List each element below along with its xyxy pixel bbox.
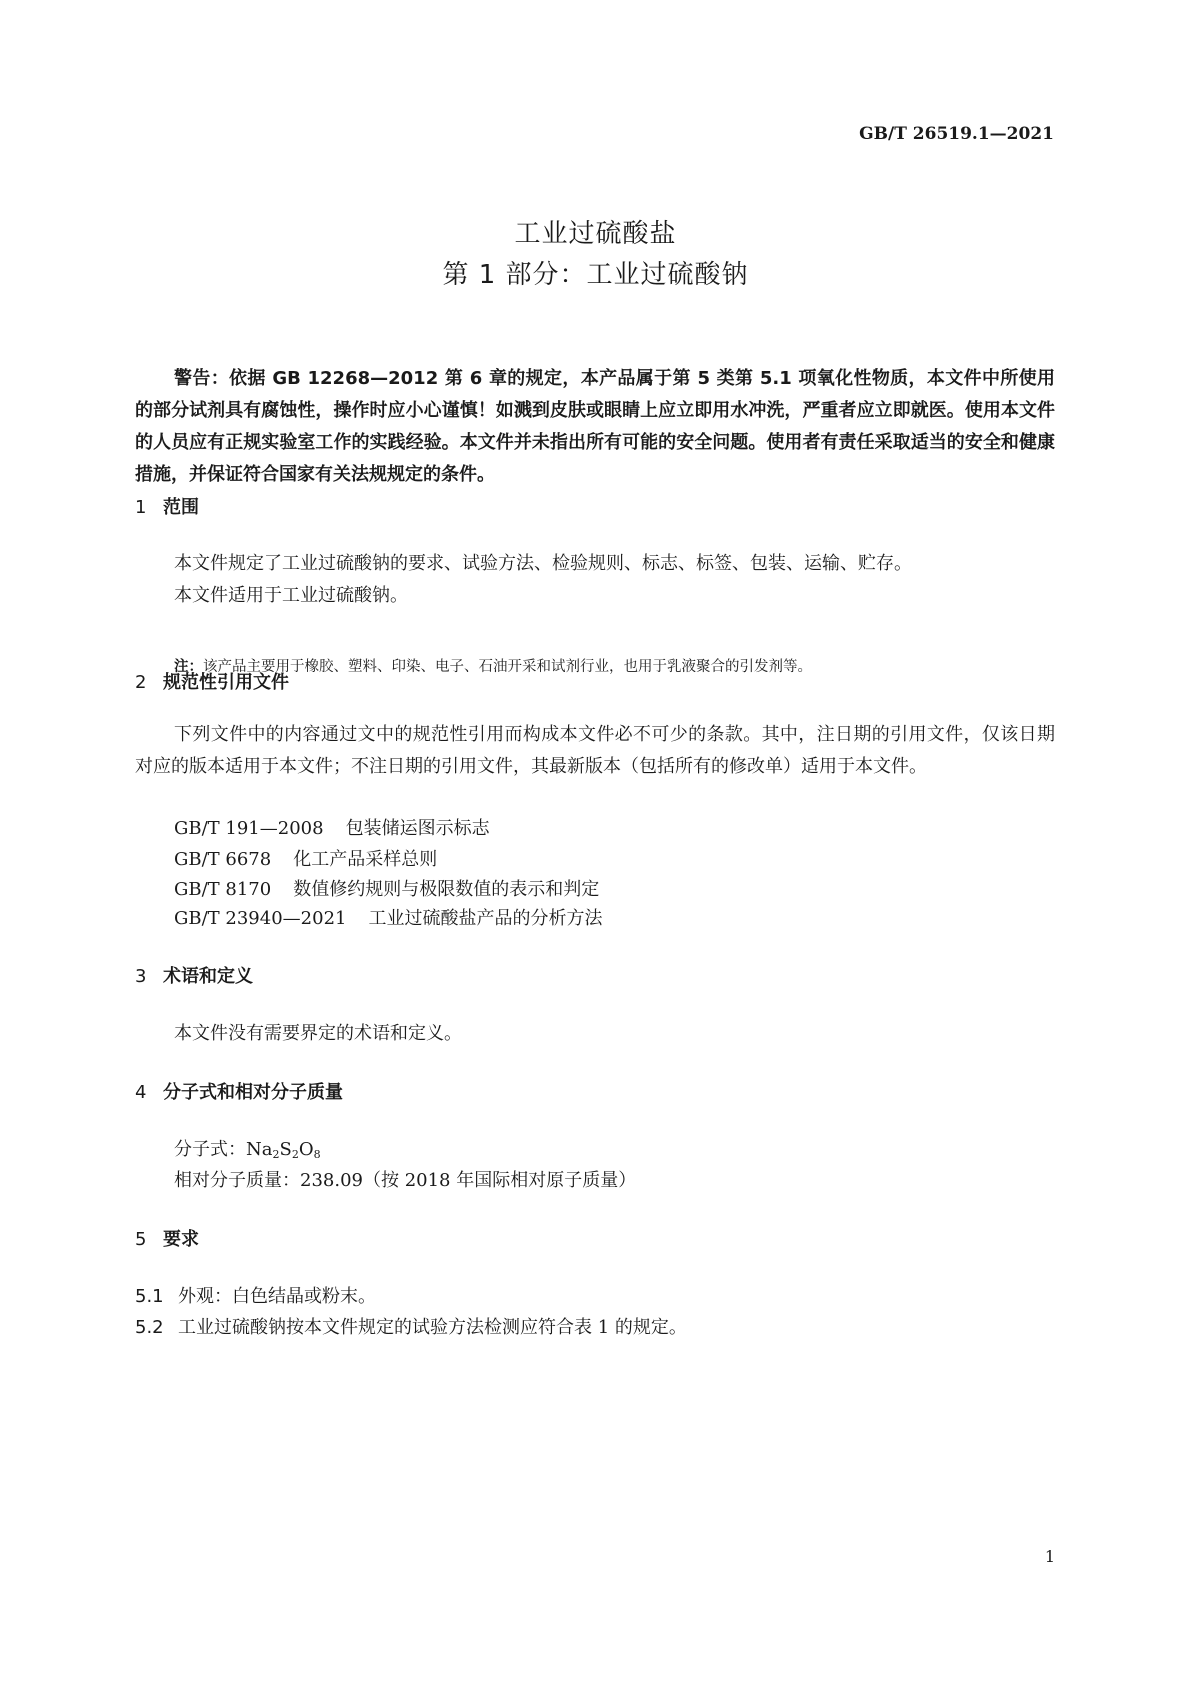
document-title: 工业过硫酸盐 — [514, 219, 677, 249]
clause-number: 5.2 — [135, 1317, 164, 1338]
section-2-heading — [135, 668, 289, 694]
section-title: 分子式和相对分子质量 — [163, 1082, 343, 1103]
clause-number: 5.1 — [135, 1286, 164, 1307]
formula-element: S — [279, 1139, 292, 1160]
section-title: 要求 — [163, 1229, 199, 1250]
clause-text: 工业过硫酸钠按本文件规定的试验方法检测应符合表 1 的规定。 — [178, 1317, 687, 1338]
reference-title: 数值修约规则与极限数值的表示和判定 — [293, 879, 600, 900]
section-number: 4 — [135, 1082, 147, 1103]
formula-element: O — [298, 1139, 314, 1160]
formula-subscript: 8 — [313, 1148, 321, 1161]
formula-element: Na — [246, 1139, 273, 1160]
section-1-heading — [135, 493, 199, 519]
clause-5-2 — [135, 1313, 687, 1339]
clause-5-1 — [135, 1282, 376, 1308]
section-3-heading — [135, 962, 253, 988]
reference-code: GB/T 23940—2021 — [174, 908, 347, 929]
reference-title: 包装储运图示标志 — [345, 818, 490, 839]
section-title: 规范性引用文件 — [163, 672, 289, 693]
warning-paragraph — [135, 363, 1055, 491]
formula-subscript: 2 — [291, 1148, 299, 1161]
page-number: 1 — [1044, 1547, 1055, 1566]
terms-paragraph: 本文件没有需要界定的术语和定义。 — [174, 1023, 462, 1044]
warning-text: 警告：依据 GB 12268—2012 第 6 章的规定，本产品属于第 5 类第 5.1 项氧化性物质，本文件中所使用的部分试剂具有腐蚀性，操作时应小心谨慎！如溅到皮肤或眼睛上应立即用水冲洗，严重者应立即就医。使用本文件的人员应有正规实验室工作的实践经验。本文件并未指出所有可能的安全问题。使用者有责任采取适当的安全和健康措施，并保证符合国家有关法规规定的条件。 — [135, 368, 1055, 485]
reference-title: 工业过硫酸盐产品的分析方法 — [368, 908, 603, 929]
formula-label: 分子式： — [174, 1139, 246, 1160]
reference-item — [174, 875, 599, 901]
reference-item — [174, 904, 602, 930]
note-label: 注： — [174, 659, 203, 675]
section-number: 5 — [135, 1229, 147, 1250]
reference-title: 化工产品采样总则 — [293, 849, 438, 870]
references-intro — [135, 719, 1055, 783]
reference-item — [174, 845, 437, 871]
scope-paragraph-2: 本文件适用于工业过硫酸钠。 — [174, 585, 408, 606]
references-intro-text: 下列文件中的内容通过文中的规范性引用而构成本文件必不可少的条款。其中，注日期的引用文件，仅该日期对应的版本适用于本文件；不注日期的引用文件，其最新版本（包括所有的修改单）适用于本文件。 — [135, 724, 1055, 777]
reference-code: GB/T 191—2008 — [174, 818, 324, 839]
relative-molecular-mass: 相对分子质量：238.09（按 2018 年国际相对原子质量） — [174, 1170, 637, 1191]
section-number: 2 — [135, 672, 147, 693]
formula-subscript: 2 — [272, 1148, 280, 1161]
molecular-formula — [174, 1135, 321, 1161]
reference-item — [174, 814, 490, 840]
note-text: 该产品主要用于橡胶、塑料、印染、电子、石油开采和试剂行业，也用于乳液聚合的引发剂等。 — [203, 659, 812, 675]
section-title: 范围 — [163, 497, 199, 518]
standard-code: GB/T 26519.1—2021 — [859, 124, 1054, 144]
section-4-heading — [135, 1078, 343, 1104]
document-subtitle: 第 1 部分：工业过硫酸钠 — [442, 260, 749, 290]
section-5-heading — [135, 1225, 199, 1251]
section-number: 3 — [135, 966, 147, 987]
section-number: 1 — [135, 497, 147, 518]
section-title: 术语和定义 — [163, 966, 253, 987]
reference-code: GB/T 8170 — [174, 879, 272, 900]
scope-paragraph-1: 本文件规定了工业过硫酸钠的要求、试验方法、检验规则、标志、标签、包装、运输、贮存。 — [174, 553, 912, 574]
reference-code: GB/T 6678 — [174, 849, 272, 870]
clause-text: 外观：白色结晶或粉末。 — [178, 1286, 376, 1307]
